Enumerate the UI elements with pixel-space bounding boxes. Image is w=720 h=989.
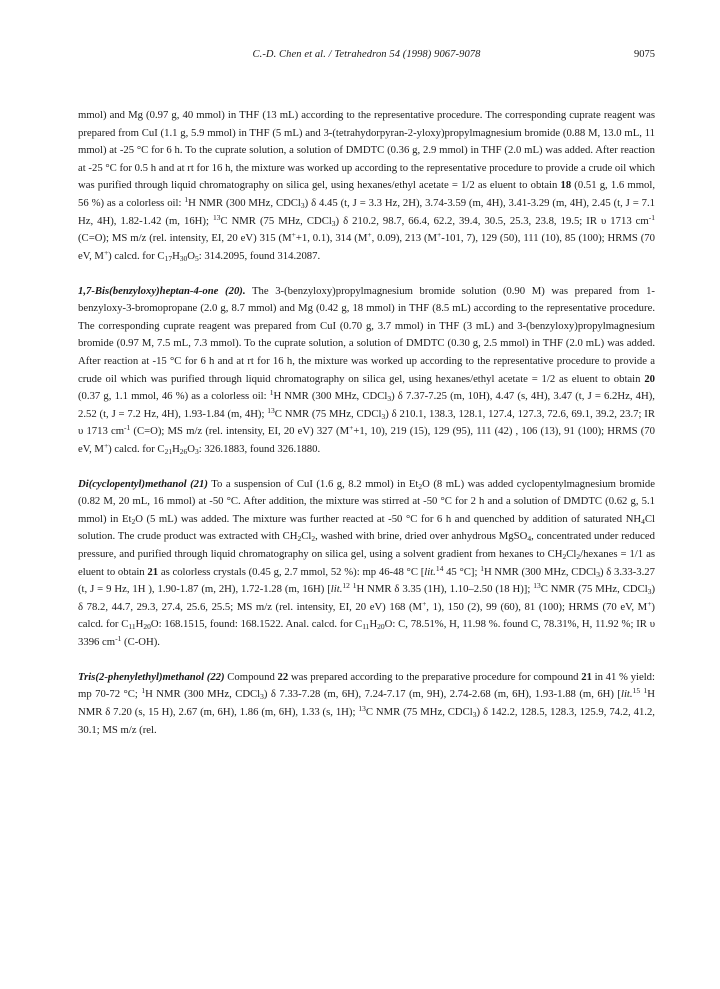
text-run: ) δ 3.33-3.27 (t, J = 9 Hz, 1H ), 1.90-1.87 (m, 2H), 1.72-1.28 (m, 16H) [ [78, 565, 655, 596]
compound-21-heading: Di(cyclopentyl)methanol (21) [78, 477, 208, 490]
subscript: 2 [562, 552, 567, 562]
text-run: ) calcd. for C [108, 442, 165, 455]
subscript: 3 [331, 218, 336, 228]
text-run: H NMR δ 3.35 (1H), 1.10–2.50 (18 H)]; [356, 583, 534, 596]
text-run: , washed with brine, dried over anhydrous MgSO [315, 530, 528, 543]
ion-superscript: + [437, 230, 442, 240]
text-run: H NMR (300 MHz, CDCl [188, 196, 301, 209]
text-run: H NMR (300 MHz, CDCl [273, 390, 388, 403]
ion-superscript: + [349, 423, 354, 433]
text-run: (0.37 g, 1.1 mmol, 46 %) as a colorless oil: [78, 390, 270, 403]
text-run: ) δ 142.2, 128.5, 128.3, 125.9, 74.2, 41.2, 30.1; MS m/z (rel. [78, 705, 655, 736]
subscript: 3 [381, 411, 386, 421]
subscript: 2 [311, 534, 316, 544]
text-run: , 1), 150 (2), 99 (60), 81 (100); HRMS (70 eV, M [426, 600, 648, 613]
text-run: ) calcd. for C [78, 600, 655, 631]
formula-subscript: 20 [143, 622, 151, 632]
paragraph-compound-18-continued [78, 107, 655, 265]
text-run: was prepared according to the preparative procedure for compound [288, 670, 582, 683]
formula-subscript: 30 [179, 253, 188, 263]
ion-superscript: + [103, 440, 109, 450]
compound-number: 18 [560, 179, 572, 192]
text-run: C NMR (75 MHz, CDCl [220, 214, 332, 227]
text-run: O: C, 78.51%, H, 11.98 %. found C, 78.31%, H, 11.92 %; IR υ 3396 cm [78, 618, 655, 648]
text-run: ) δ 210.1, 138.3, 128.1, 127.4, 127.3, 72.6, 69.1, 39.2, 23.7; IR υ 1713 cm [78, 407, 655, 438]
text-run: Compound [224, 670, 278, 683]
subscript: 3 [260, 692, 264, 702]
formula-subscript: 21 [164, 446, 173, 456]
text-run: , 0.09), 213 (M [371, 232, 438, 245]
text-run: , concentrated under reduced pressure, and purified through liquid chromatography on silica gel, using a solvent gradient from hexanes to CH [78, 530, 656, 561]
subscript: 2 [297, 534, 302, 544]
isotope-superscript: 13 [533, 581, 541, 591]
subscript: 2 [131, 516, 136, 526]
isotope-superscript: 13 [358, 703, 366, 713]
text-run: H [369, 618, 378, 631]
text-run: Cl solution. The crude product was extracted with CH [78, 512, 655, 543]
text-run: Cl [566, 548, 577, 561]
ion-superscript: + [422, 598, 427, 608]
ion-superscript: + [291, 230, 296, 240]
formula-subscript: 26 [179, 446, 188, 456]
running-title: C.-D. Chen et al. / Tetrahedron 54 (1998) 9067-9078 [252, 49, 481, 60]
subscript: 3 [472, 709, 477, 719]
text-run: -101, 7), 129 (50), 111 (10), 85 (100); HRMS (70 eV, M [78, 232, 655, 262]
text-run: H NMR (300 MHz, CDCl [483, 565, 597, 578]
compound-number: 20 [644, 372, 655, 385]
text-run: The 3-(benzyloxy)propylmagnesium bromide solution (0.90 M) was prepared from 1-benzyloxy-3-bromopropane (2.0 g, 8.7 mmol) and Mg (0.42 g, 18 mmol) in THF (8.5 mL) according to the representative procedure. The corresponding cuprate reagent was prepared from CuI (0.70 g, 3.7 mmol) in THF (3 mL) and 3-(benzyloxy)propylmagnesium bromide (0.97 M, 7.5 mL, 7.3 mmol). To the cuprate solution, a solution of DMDTC (0.30 g, 2.5 mmol) in THF (2.0 mL) was added. After reaction at -15 °C for 6 h and at rt for 16 h, the mixture was worked up according to the representative procedure to provide a crude oil which was purified through liquid chromatography on silica gel, using hexanes/ethyl acetate = 1/2 as eluent to obtain [78, 284, 655, 385]
paragraph-compound-22 [78, 669, 655, 739]
ion-superscript: + [103, 247, 109, 257]
compound-number: 21 [147, 565, 159, 578]
isotope-superscript: 1 [480, 563, 484, 573]
page-number: 9075 [634, 49, 655, 60]
literature-abbrev: lit. [330, 583, 343, 596]
isotope-superscript: 1 [643, 686, 648, 696]
text-run: (C=O); MS m/z (rel. intensity, EI, 20 eV) 315 (M [78, 232, 292, 245]
ir-exponent: -1 [648, 212, 655, 222]
reference-superscript: 12 [342, 581, 350, 591]
literature-abbrev: lit. [424, 565, 436, 578]
text-run: in 41 % yield: mp 70-72 °C; [78, 670, 655, 701]
text-run: (C=O); MS m/z (rel. intensity, EI, 20 eV) 327 (M [130, 425, 350, 438]
text-run: H NMR (300 MHz, CDCl [145, 688, 261, 701]
isotope-superscript: 1 [269, 388, 274, 398]
subscript: 4 [641, 516, 645, 526]
literature-abbrev: lit. [620, 688, 633, 701]
text-run: : 314.2095, found 314.2087. [198, 249, 321, 262]
text-run: H [172, 249, 180, 262]
text-run: Cl [301, 530, 312, 543]
text-run: ) δ 4.45 (t, J = 3.3 Hz, 2H), 3.74-3.59 (m, 4H), 3.41-3.29 (m, 4H), 2.45 (t, J = 7.1 Hz, 4H), 1.82-1.42 (m, 16H); [78, 196, 655, 227]
compound-number: 21 [581, 670, 592, 683]
formula-subscript: 11 [128, 622, 136, 632]
text-run: (0.51 g, 1.6 mmol, 56 %) as a colorless oil: [78, 179, 655, 209]
reference-superscript: 14 [435, 563, 444, 573]
isotope-superscript: 13 [267, 405, 275, 415]
text-run: /hexanes = 1/1 as eluent to obtain [78, 548, 655, 578]
text-run: as colorless crystals (0.45 g, 2.7 mmol, 52 %): mp 46-48 °C [ [158, 565, 425, 578]
ion-superscript: + [367, 230, 372, 240]
compound-22-heading: Tris(2-phenylethyl)methanol (22) [78, 670, 225, 683]
text-run: H [135, 618, 144, 631]
subscript: 3 [647, 587, 652, 597]
reference-superscript: 15 [632, 686, 641, 696]
text-run: ) calcd. for C [108, 249, 165, 262]
text-run: O (5 mL) was added. The mixture was further reacted at -50 °C for 6 h and quenched by addition of saturated NH [135, 512, 642, 525]
formula-subscript: 3 [195, 446, 199, 456]
text-run: (C-OH). [121, 636, 160, 648]
subscript: 3 [387, 394, 392, 404]
ir-exponent: -1 [115, 634, 122, 643]
text-run: H [172, 442, 180, 455]
isotope-superscript: 1 [352, 581, 357, 591]
isotope-superscript: 1 [184, 194, 189, 204]
running-header [78, 49, 655, 65]
text-run: O: 168.1515, found: 168.1522. Anal. calcd. for C [150, 618, 363, 631]
formula-subscript: 5 [195, 253, 199, 263]
article-body [78, 107, 655, 756]
text-run: H NMR δ 7.20 (s, 15 H), 2.67 (m, 6H), 1.86 (m, 6H), 1.33 (s, 1H); [78, 688, 656, 718]
isotope-superscript: 1 [141, 686, 146, 696]
paragraph-compound-20 [78, 283, 655, 459]
text-run: O [187, 249, 195, 262]
ion-superscript: + [647, 598, 652, 608]
text-run: +1, 10), 219 (15), 129 (95), 111 (42) , 106 (13), 91 (100); HRMS (70 eV, M [78, 425, 655, 455]
text-run: 45 °C]; [443, 565, 481, 578]
formula-subscript: 17 [164, 253, 173, 263]
text-run: C NMR (75 MHz, CDCl [540, 583, 648, 596]
compound-20-heading: 1,7-Bis(benzyloxy)heptan-4-one (20). [78, 284, 246, 297]
text-run: C NMR (75 MHz, CDCl [365, 705, 473, 718]
compound-number: 22 [277, 670, 289, 683]
text-run: ) δ 7.37-7.25 (m, 10H), 4.47 (s, 4H), 3.47 (t, J = 6.2Hz, 4H), 2.52 (t, J = 7.2 Hz, 4H), 1.93-1.84 (m, 4H); [78, 390, 655, 420]
text-run: +1, 0.1), 314 (M [295, 232, 368, 245]
paragraph-compound-21 [78, 476, 655, 652]
text-run: ) δ 78.2, 44.7, 29.3, 27.4, 25.6, 25.5; MS m/z (rel. intensity, EI, 20 eV) 168 (M [78, 583, 655, 613]
isotope-superscript: 13 [212, 212, 221, 222]
subscript: 4 [527, 534, 532, 544]
text-run: mmol) and Mg (0.97 g, 40 mmol) in THF (13 mL) according to the representative procedure. The corresponding cuprate reagent was prepared from CuI (1.1 g, 5.9 mmol) in THF (5 mL) and 3-(tetrahydorpyran-2-yloxy)propylmagnesium bromide (0.88 M, 13.0 mL, 11 mmol) at -25 °C for 6 h. To the cuprate solution, a solution of DMDTC (0.36 g, 2.9 mmol) in THF (2.0 mL) was added. After reaction at -25 °C for 0.5 h and at rt for 16 h, the mixture was worked up according to the representative procedure to provide a crude oil which was purified through liquid chromatography on silica gel, using hexanes/ethyl acetate = 1/2 as eluent to obtain [78, 109, 655, 192]
formula-subscript: 20 [377, 622, 385, 632]
text-run: ) δ 7.33-7.28 (m, 6H), 7.24-7.17 (m, 9H), 2.74-2.68 (m, 6H), 1.93-1.88 (m, 6H) [ [263, 688, 621, 701]
formula-subscript: 11 [362, 622, 370, 632]
subscript: 2 [418, 481, 423, 491]
text-run: To a suspension of CuI (1.6 g, 8.2 mmol) in Et [207, 477, 419, 490]
subscript: 2 [576, 552, 581, 562]
text-run: O (8 mL) was added cyclopentylmagnesium bromide (0.82 M, 20 mL, 16 mmol) at -50 °C. After addition, the mixture was stirred at -50 °C for 2 h and a solution of DMDTC (0.62 g, 5.1 mmol) in Et [78, 477, 655, 525]
text-run: C NMR (75 MHz, CDCl [274, 407, 382, 420]
text-run: O [187, 442, 195, 455]
subscript: 3 [596, 569, 600, 579]
text-run: ) δ 210.2, 98.7, 66.4, 62.2, 39.4, 30.5, 25.3, 23.8, 19.5; IR υ 1713 cm [335, 214, 649, 227]
ir-exponent: -1 [124, 423, 131, 433]
text-run: : 326.1883, found 326.1880. [198, 442, 321, 455]
subscript: 3 [300, 200, 305, 210]
